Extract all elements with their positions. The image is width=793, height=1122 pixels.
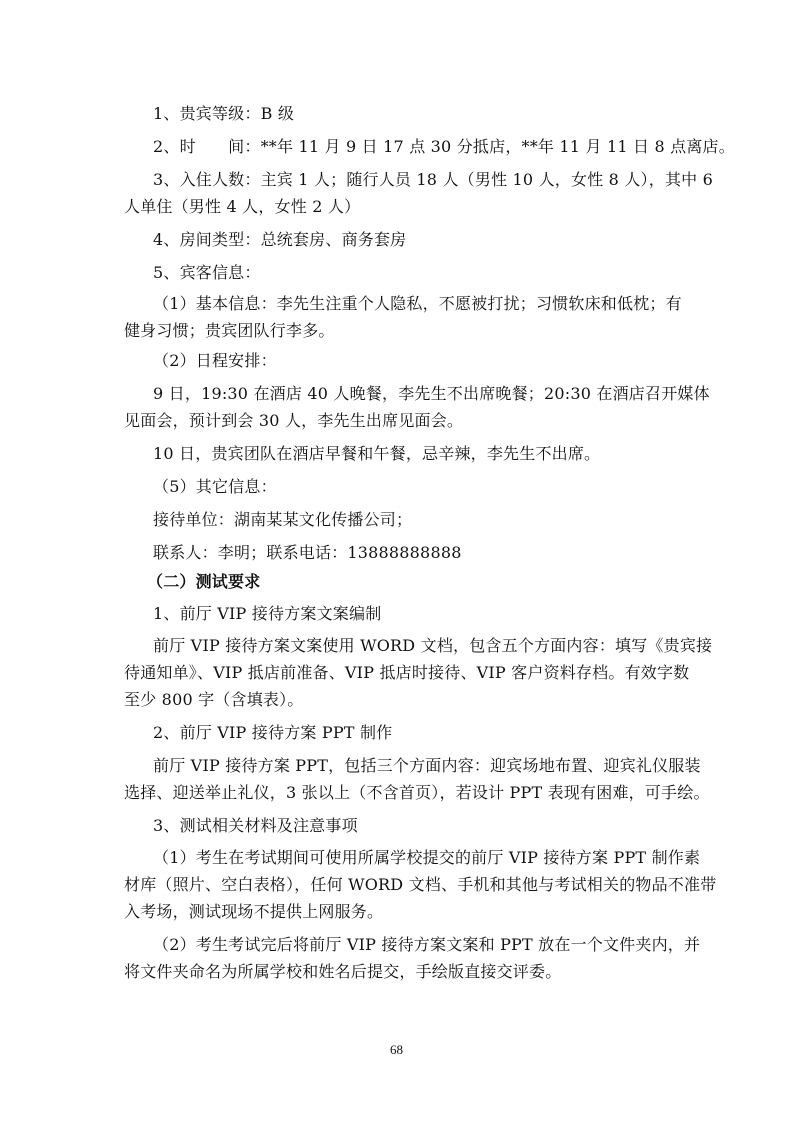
host-unit-line: 接待单位：湖南某某文化传播公司； <box>153 510 413 529</box>
occupancy-line-1: 3、入住人数：主宾 1 人；随行人员 18 人（男性 10 人，女性 8 人），其中 6 <box>153 170 714 189</box>
schedule-day9-line-1: 9 日，19:30 在酒店 40 人晚餐，李先生不出席晚餐；20:30 在酒店召开媒体 <box>153 384 710 403</box>
time-line: 2、时 间：**年 11 月 9 日 17 点 30 分抵店，**年 11 月 11 日 8 点离店。 <box>153 137 735 156</box>
requirement-2-line-1: 前厅 VIP 接待方案 PPT，包括三个方面内容：迎宾场地布置、迎宾礼仪服装 <box>153 756 701 775</box>
page-number: 68 <box>390 1042 403 1057</box>
requirement-2-heading: 2、前厅 VIP 接待方案 PPT 制作 <box>153 723 393 742</box>
schedule-day10-line: 10 日，贵宾团队在酒店早餐和午餐，忌辛辣，李先生不出席。 <box>153 444 601 463</box>
basic-info-line-1: （1）基本信息：李先生注重个人隐私，不愿被打扰；习惯软床和低枕；有 <box>153 294 682 313</box>
occupancy-line-2: 人单住（男性 4 人，女性 2 人） <box>124 197 361 216</box>
note-2-line-2: 将文件夹命名为所属学校和姓名后提交，手绘版直接交评委。 <box>124 962 562 981</box>
guest-info-heading: 5、宾客信息： <box>153 263 261 282</box>
schedule-day9-line-2: 见面会，预计到会 30 人，李先生出席见面会。 <box>124 411 464 430</box>
note-2-line-1: （2）考生考试完后将前厅 VIP 接待方案文案和 PPT 放在一个文件夹内，并 <box>153 935 701 954</box>
contact-line: 联系人：李明；联系电话：13888888888 <box>153 543 462 562</box>
basic-info-line-2: 健身习惯；贵宾团队行李多。 <box>124 321 335 340</box>
note-1-line-2: 材库（照片、空白表格），任何 WORD 文档、手机和其他与考试相关的物品不准带 <box>124 875 717 894</box>
note-1-line-1: （1）考生在考试期间可使用所属学校提交的前厅 VIP 接待方案 PPT 制作素 <box>153 848 701 867</box>
schedule-heading: （2）日程安排： <box>153 351 277 370</box>
note-1-line-3: 入考场，测试现场不提供上网服务。 <box>124 902 384 921</box>
guest-level-line: 1、贵宾等级：B 级 <box>153 104 295 123</box>
requirement-1-line-2: 待通知单》、VIP 抵店前准备、VIP 抵店时接待、VIP 客户资料存档。有效字数 <box>124 663 690 682</box>
requirement-3-heading: 3、测试相关材料及注意事项 <box>153 816 358 835</box>
requirement-1-heading: 1、前厅 VIP 接待方案文案编制 <box>153 604 382 623</box>
section-heading-test-requirements: （二）测试要求 <box>147 572 261 591</box>
other-info-heading: （5）其它信息： <box>153 477 277 496</box>
room-type-line: 4、房间类型：总统套房、商务套房 <box>153 230 407 249</box>
requirement-2-line-2: 选择、迎送举止礼仪，3 张以上（不含首页），若设计 PPT 表现有困难，可手绘。 <box>124 783 710 802</box>
requirement-1-line-1: 前厅 VIP 接待方案文案使用 WORD 文档，包含五个方面内容：填写《贵宾接 <box>153 636 713 655</box>
requirement-1-line-3: 至少 800 字（含填表）。 <box>124 690 304 709</box>
